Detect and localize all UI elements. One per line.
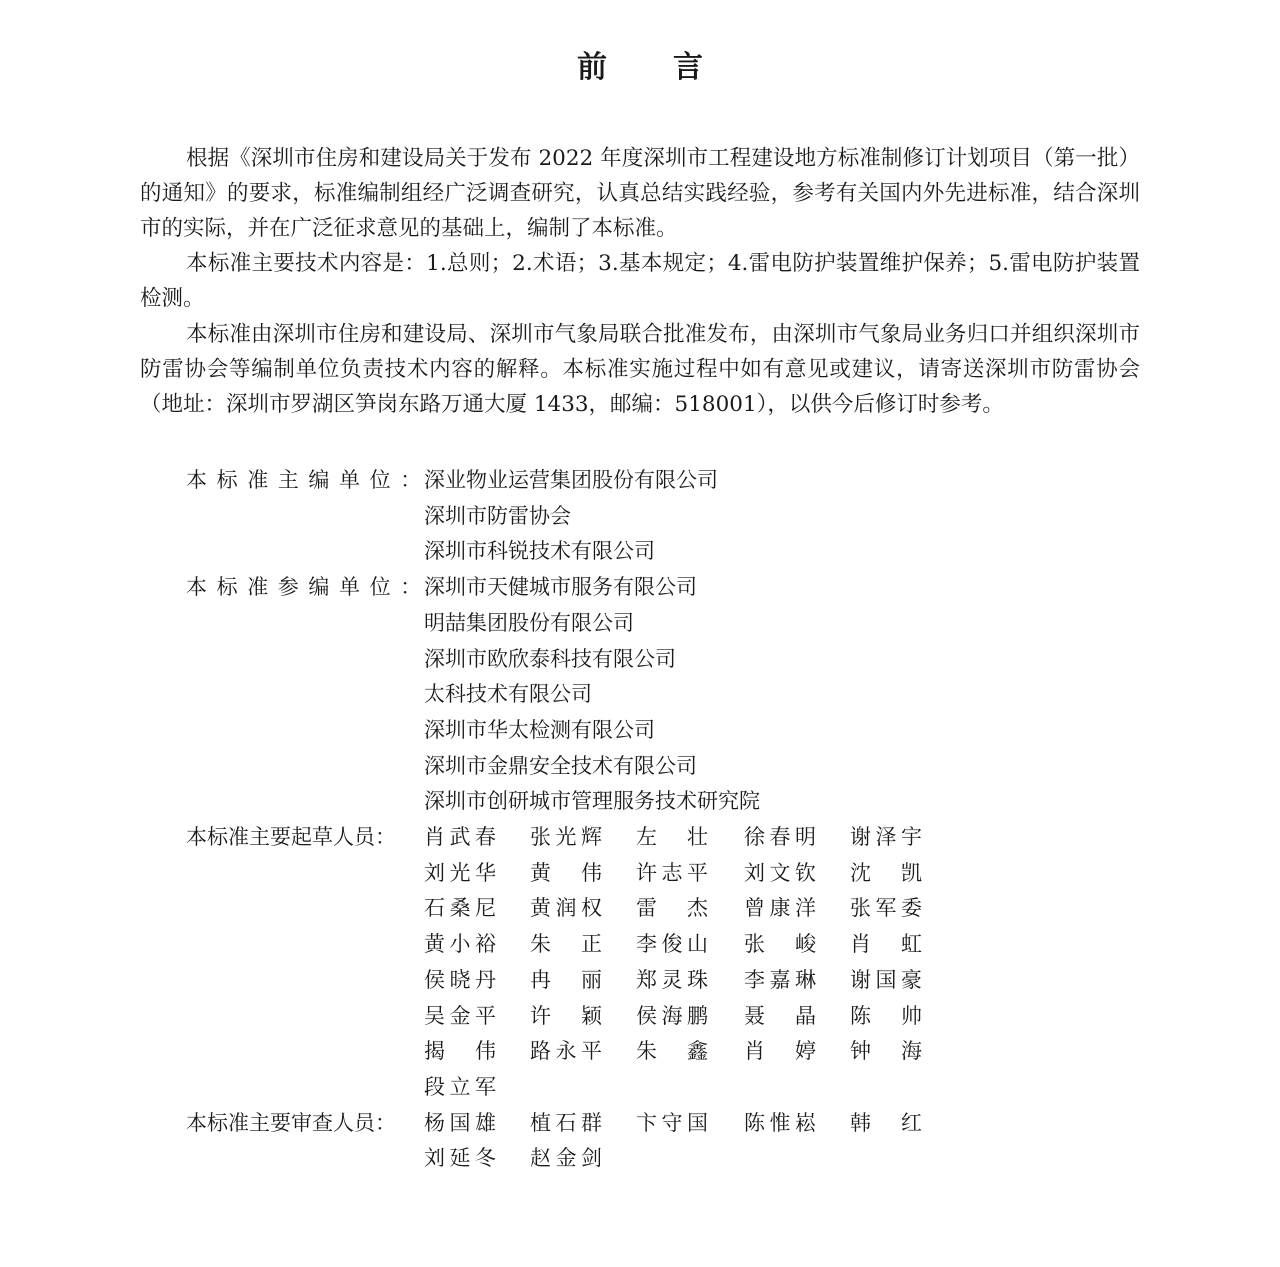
person-name: 曾 康 洋 [744, 896, 816, 921]
unit-name: 深圳市金鼎安全技术有限公司 [424, 753, 697, 778]
person-name: 朱 正 [530, 932, 602, 957]
person-name: 刘 延 冬 [424, 1146, 496, 1171]
title-char-1: 前 [577, 50, 607, 85]
person-name: 韩 红 [850, 1110, 922, 1135]
person-name: 杨 国 雄 [424, 1110, 496, 1135]
person-name: 陈 惟 崧 [744, 1110, 816, 1135]
reviewers-label: 本标准主要审查人员： [186, 1110, 396, 1135]
person-name: 陈 帅 [850, 1003, 922, 1028]
person-name: 张 军 委 [850, 896, 922, 921]
person-name: 刘 文 钦 [744, 860, 816, 885]
paragraph-contents: 本标准主要技术内容是：1.总则；2.术语；3.基本规定；4.雷电防护装置维护保养；5.雷电防护装置检测。 [140, 251, 1140, 311]
person-name: 冉 丽 [530, 967, 602, 992]
person-name: 刘 光 华 [424, 860, 496, 885]
unit-name: 深圳市创研城市管理服务技术研究院 [424, 789, 760, 814]
person-name: 肖 武 春 [424, 825, 496, 849]
unit-name: 太科技术有限公司 [424, 682, 592, 707]
person-name: 肖 婷 [744, 1039, 816, 1064]
person-name: 李 嘉 琳 [744, 967, 816, 992]
unit-name: 深圳市欧欣泰科技有限公司 [424, 646, 676, 671]
person-name: 李 俊 山 [636, 932, 708, 957]
person-name: 张 光 辉 [530, 825, 602, 849]
person-name: 植 石 群 [530, 1110, 602, 1135]
drafters-label: 本标准主要起草人员： [186, 825, 396, 849]
person-name: 钟 海 [850, 1039, 922, 1064]
person-name: 许 志 平 [636, 860, 708, 885]
page-title [0, 42, 1280, 86]
person-name: 张 峻 [744, 932, 816, 957]
person-name: 侯 晓 丹 [424, 967, 496, 992]
paragraph-basis: 根据《深圳市住房和建设局关于发布 2022 年度深圳市工程建设地方标准制修订计划项目（第一批）的通知》的要求，标准编制组经广泛调查研究，认真总结实践经验，参考有关国内外先进标准，结合深圳市的实际，并在广泛征求意见的基础上，编制了本标准。 [140, 146, 1140, 241]
person-name: 谢 国 豪 [850, 967, 922, 992]
person-name: 黄 润 权 [530, 896, 602, 921]
person-name: 郑 灵 珠 [636, 967, 708, 992]
person-name: 揭 伟 [424, 1039, 496, 1064]
person-name: 朱 鑫 [636, 1039, 708, 1064]
person-name: 沈 凯 [850, 860, 922, 885]
person-name: 聂 晶 [744, 1003, 816, 1028]
unit-name: 明喆集团股份有限公司 [424, 610, 634, 635]
person-name: 赵 金 剑 [530, 1146, 602, 1171]
person-name: 左 壮 [636, 825, 708, 849]
person-name: 卞 守 国 [636, 1110, 708, 1135]
unit-name: 深圳市华太检测有限公司 [424, 717, 655, 742]
person-name: 段 立 军 [424, 1074, 496, 1099]
unit-name: 深圳市防雷协会 [424, 503, 571, 528]
unit-name: 深圳市科锐技术有限公司 [424, 539, 655, 564]
person-name: 路 永 平 [530, 1039, 602, 1064]
paragraph-approval: 本标准由深圳市住房和建设局、深圳市气象局联合批准发布，由深圳市气象局业务归口并组织深圳市防雷协会等编制单位负责技术内容的解释。本标准实施过程中如有意见或建议，请寄送深圳市防雷协会（地址：深圳市罗湖区笋岗东路万通大厦 1433，邮编：518001），以供今后修订时参考。 [140, 322, 1140, 417]
person-name: 黄 小 裕 [424, 932, 496, 957]
person-name: 石 桑 尼 [424, 896, 496, 921]
person-name: 徐 春 明 [744, 825, 816, 849]
unit-name: 深业物业运营集团股份有限公司 [424, 468, 718, 492]
person-name: 谢 泽 宇 [850, 825, 922, 849]
chief-units-label: 本标准主编单位： [186, 468, 431, 492]
person-name: 吴 金 平 [424, 1003, 496, 1028]
participating-units-label: 本标准参编单位： [186, 575, 431, 600]
person-name: 许 颖 [530, 1003, 602, 1028]
person-name: 黄 伟 [530, 860, 602, 885]
unit-name: 深圳市天健城市服务有限公司 [424, 575, 697, 600]
person-name: 侯 海 鹏 [636, 1003, 708, 1028]
person-name: 肖 虹 [850, 932, 922, 957]
title-char-2: 言 [673, 50, 703, 85]
person-name: 雷 杰 [636, 896, 708, 921]
